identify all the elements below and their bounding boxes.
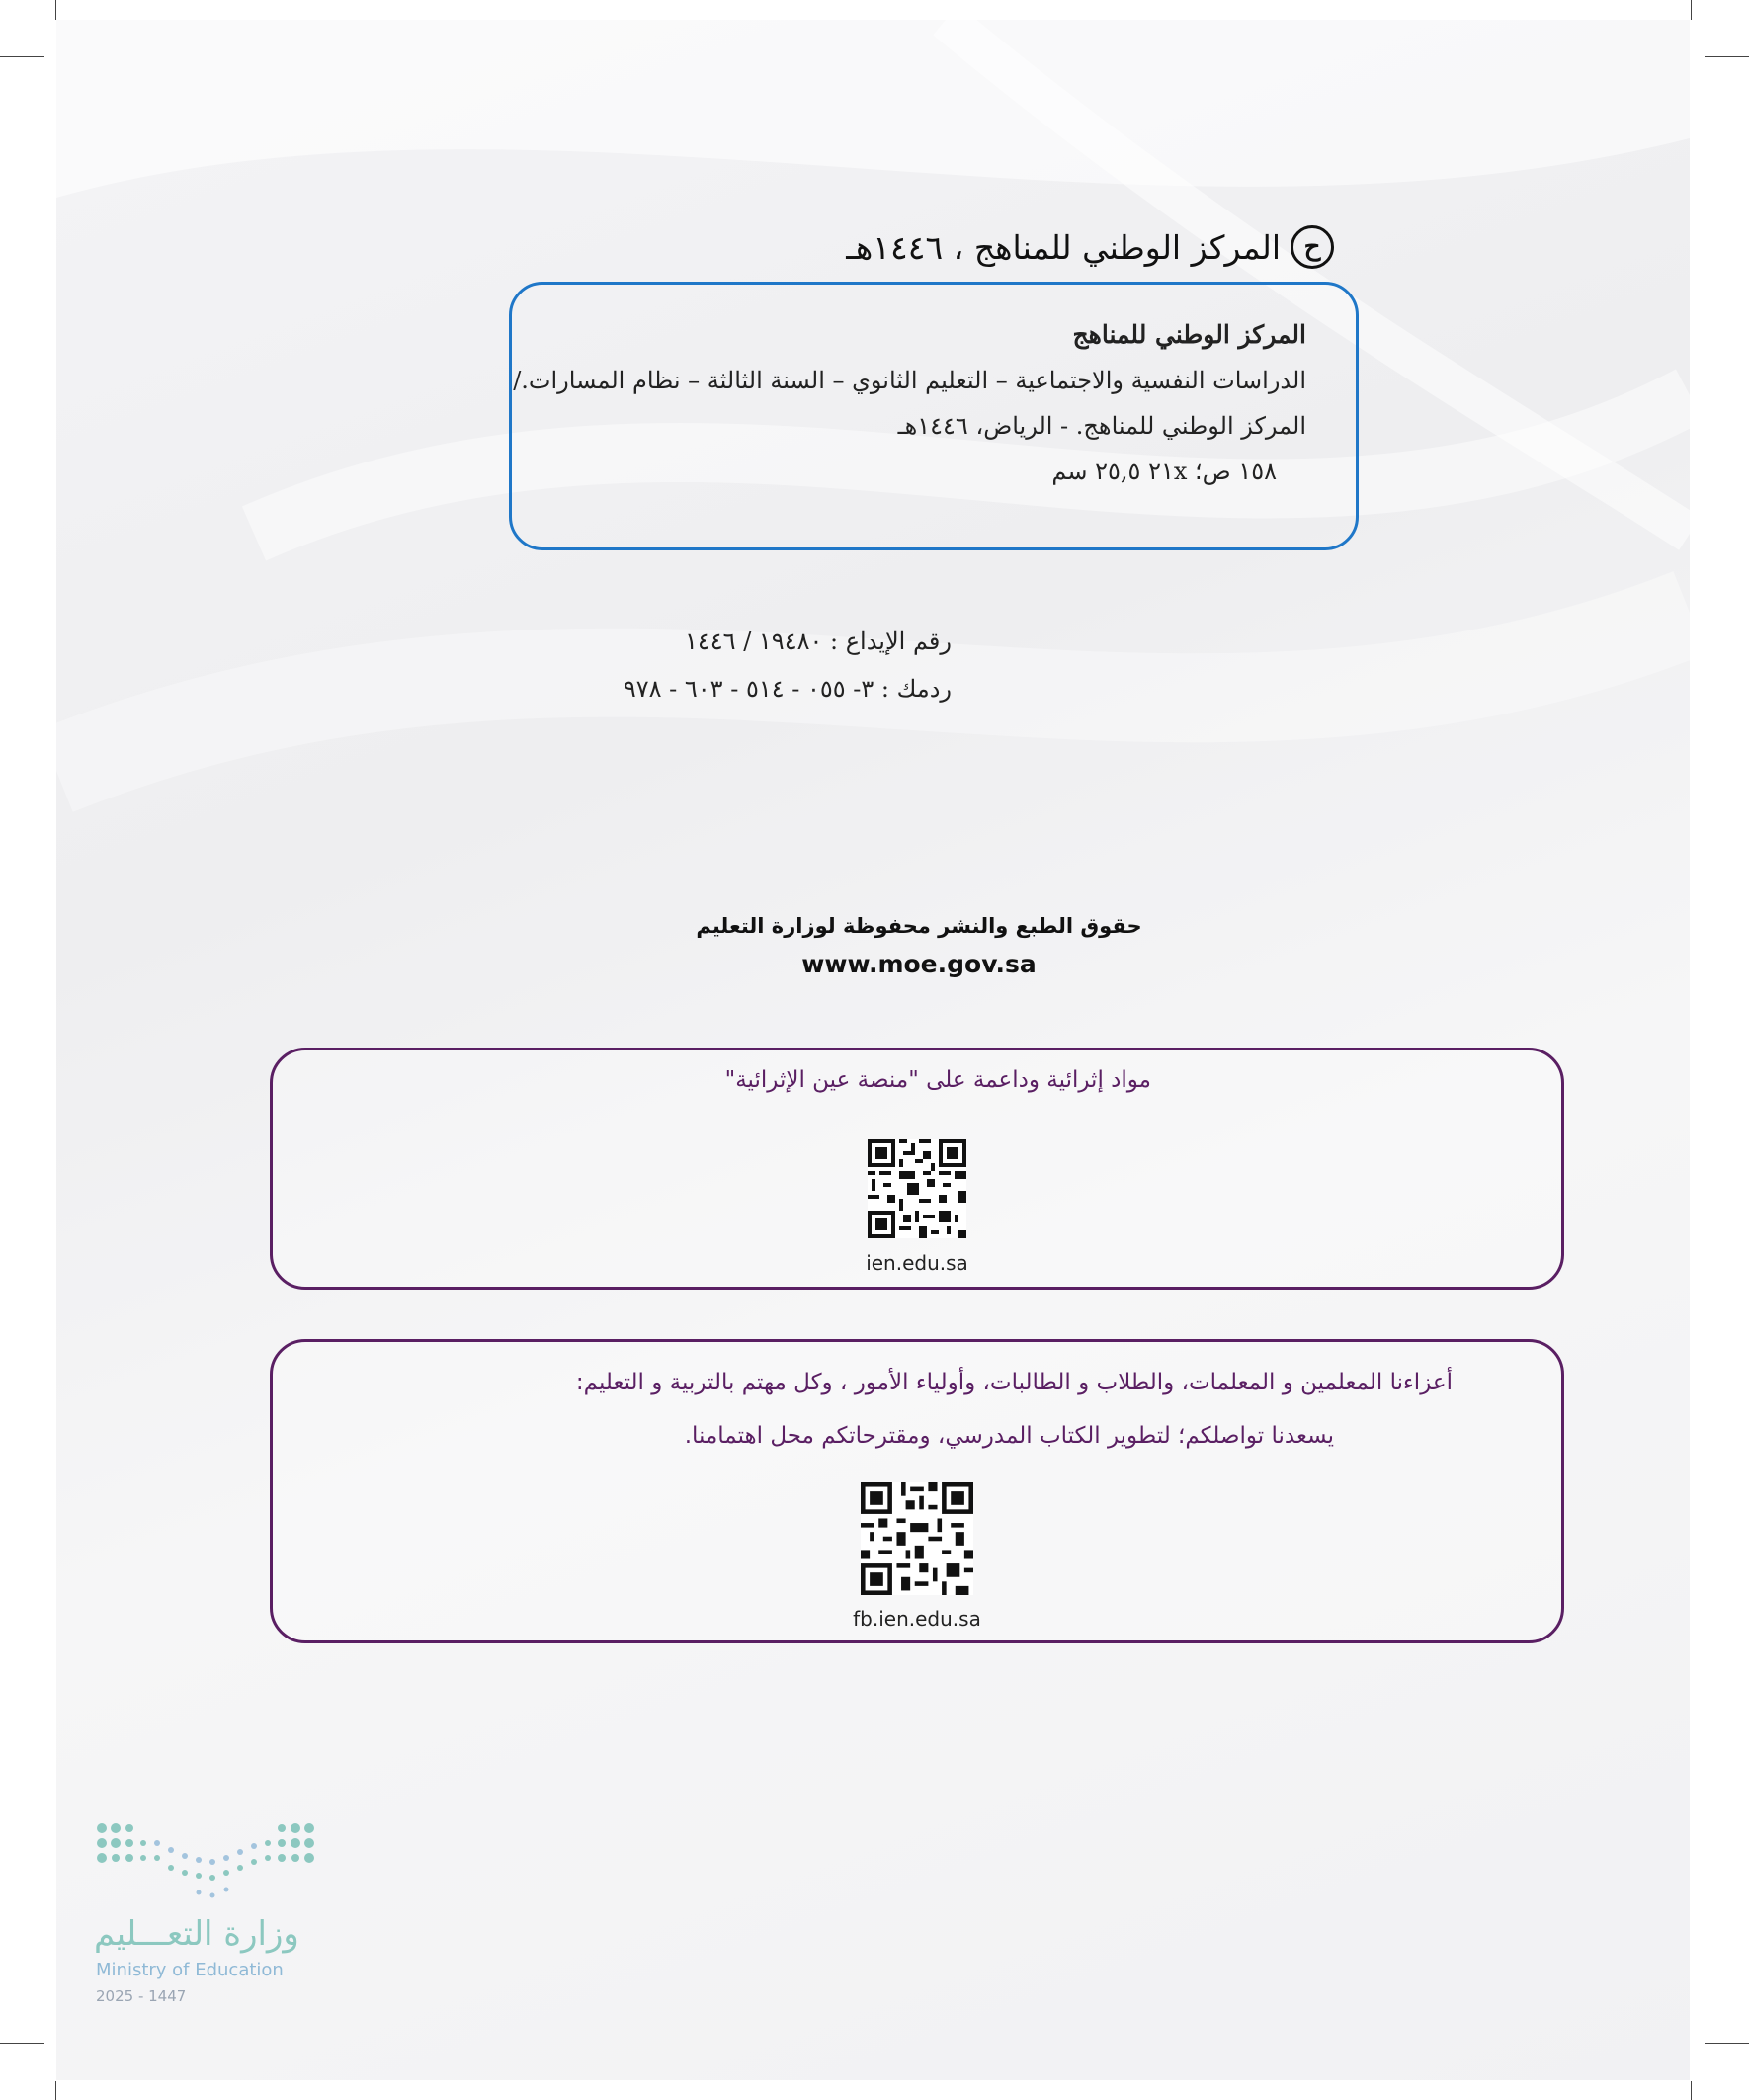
copyright-line: [445, 225, 1334, 269]
deposit-number: رقم الإيداع : ١٩٤٨٠ / ١٤٤٦: [685, 628, 952, 655]
ministry-name-english: Ministry of Education: [96, 1960, 284, 1980]
cataloging-title: الدراسات النفسية والاجتماعية – التعليم الثانوي – السنة الثالثة – نظام المسارات./: [513, 367, 1306, 394]
website-link[interactable]: www.moe.gov.sa: [801, 950, 1037, 978]
crop-mark: [1705, 56, 1749, 57]
cataloging-box: [509, 282, 1359, 550]
crop-mark: [0, 56, 44, 57]
crop-mark: [55, 0, 56, 20]
crop-mark: [0, 2043, 44, 2044]
rights-notice: [553, 914, 1285, 978]
copyright-icon: ح: [1291, 225, 1334, 269]
feedback-qr-caption[interactable]: fb.ien.edu.sa: [853, 1607, 981, 1631]
crop-mark: [55, 2081, 56, 2100]
enrichment-text: مواد إثرائية وداعمة على "منصة عين الإثرائية": [724, 1067, 1151, 1093]
crop-mark: [1691, 2081, 1692, 2100]
enrichment-qr-caption[interactable]: ien.edu.sa: [866, 1251, 968, 1275]
ministry-name-arabic: وزارة التعـــليم: [94, 1914, 299, 1954]
rights-text: حقوق الطبع والنشر محفوظة لوزارة التعليم: [696, 914, 1142, 938]
ministry-logo-icon: [94, 1818, 321, 1907]
copyright-text: المركز الوطني للمناهج ، ١٤٤٦هـ: [846, 227, 1281, 267]
feedback-line1: أعزاءنا المعلمين و المعلمات، والطلاب و الطالبات، وأولياء الأمور ، وكل مهتم بالتربية و التعليم:: [575, 1370, 1453, 1395]
qr-code-icon[interactable]: [861, 1482, 973, 1595]
ministry-year: 2025 - 1447: [96, 1987, 187, 2005]
feedback-line2: يسعدنا تواصلكم؛ لتطوير الكتاب المدرسي، ومقترحاتكم محل اهتمامنا.: [684, 1423, 1334, 1449]
cataloging-publisher: المركز الوطني للمناهج. - الرياض، ١٤٤٦هـ: [897, 412, 1306, 440]
cataloging-author: المركز الوطني للمناهج: [1072, 320, 1306, 349]
deposit-info: [260, 618, 952, 713]
crop-mark: [1705, 2043, 1749, 2044]
cataloging-physical: ١٥٨ ص؛ ٢١x ٢٥,٥ سم: [1051, 458, 1277, 485]
crop-mark: [1691, 0, 1692, 20]
isbn: ردمك : ٣- ٠٥٥ - ٥١٤ - ٦٠٣ - ٩٧٨: [623, 675, 952, 703]
qr-code-icon[interactable]: [868, 1139, 966, 1238]
